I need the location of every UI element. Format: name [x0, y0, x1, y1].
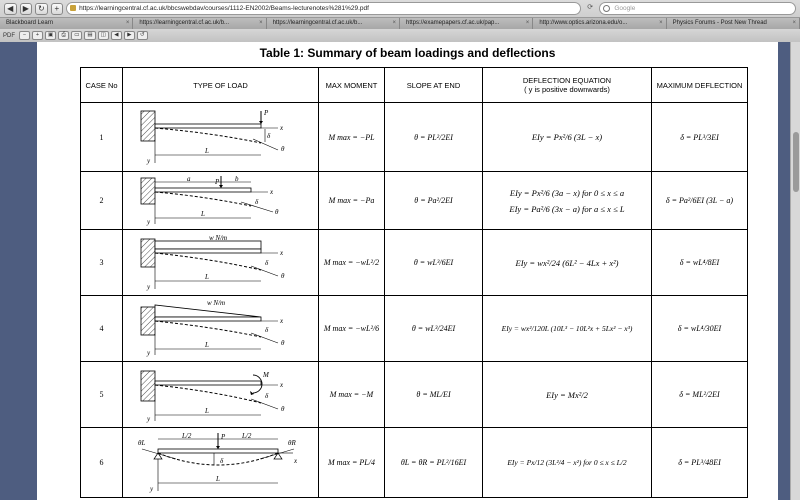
close-icon[interactable]: ×	[525, 20, 530, 26]
cantilever-intermediate-load-diagram	[133, 174, 309, 228]
label-M: M	[262, 370, 269, 379]
close-icon[interactable]: ×	[259, 20, 263, 26]
reader-icon[interactable]: ⟳	[587, 3, 594, 11]
max-deflection: δ = ML²/2EI	[652, 362, 748, 428]
deflection-equation	[483, 362, 652, 428]
beam-table	[80, 67, 748, 498]
single-page-icon[interactable]: ▭	[71, 31, 82, 40]
label-L: L	[204, 406, 209, 415]
case-number: 4	[81, 296, 123, 362]
header-moment: MAX MOMENT	[319, 68, 385, 103]
tab-1[interactable]	[0, 18, 133, 29]
label-x: x	[293, 456, 297, 465]
save-icon[interactable]: ▣	[45, 31, 56, 40]
forward-button[interactable]: ▶	[20, 3, 33, 15]
load-diagram	[123, 362, 319, 428]
table-row	[81, 428, 748, 498]
search-icon	[603, 5, 610, 12]
case-number: 5	[81, 362, 123, 428]
slope-at-end: θ = wL³/6EI	[385, 230, 483, 296]
next-page-button[interactable]: ▶	[124, 31, 135, 40]
equation-line: EIy = wx²/120L (10L³ − 10L²x + 5Lx² − x³)	[501, 324, 633, 333]
equation-line: EIy = Px²/6 (3a − x) for 0 ≤ x ≤ a	[509, 187, 625, 198]
vertical-scrollbar[interactable]	[790, 42, 800, 500]
print-icon[interactable]: ⎙	[58, 31, 69, 40]
deflection-equation	[483, 230, 652, 296]
label-x: x	[279, 316, 283, 325]
header-deflection	[483, 68, 652, 103]
slope-at-end: θ = wL³/24EI	[385, 296, 483, 362]
header-case: CASE No	[81, 68, 123, 103]
tab-label: Blackboard Learn	[6, 20, 54, 26]
max-deflection: δ = Pa²/6EI (3L − a)	[652, 172, 748, 230]
max-moment: M max = −Pa	[319, 172, 385, 230]
address-bar-row	[0, 0, 800, 17]
close-icon[interactable]: ×	[792, 20, 796, 26]
deflection-equation	[483, 103, 652, 172]
label-y: y	[146, 414, 150, 423]
cantilever-udl-diagram	[133, 233, 309, 293]
label-thetaL: θL	[137, 438, 145, 447]
deflection-equation	[483, 172, 652, 230]
load-diagram	[123, 172, 319, 230]
label-y: y	[146, 217, 150, 226]
equation-line: EIy = Mx²/2	[546, 389, 588, 400]
table-row	[81, 230, 748, 296]
max-deflection: δ = PL³/48EI	[652, 428, 748, 498]
label-P: P	[214, 177, 219, 186]
label-delta: δ	[254, 197, 258, 206]
max-deflection: δ = PL³/3EI	[652, 103, 748, 172]
load-diagram	[123, 428, 319, 498]
label-delta: δ	[264, 325, 268, 334]
tab-label: http://www.optics.arizona.edu/o...	[539, 20, 628, 26]
header-load: TYPE OF LOAD	[123, 68, 319, 103]
label-P: P	[220, 432, 225, 441]
equation-line: EIy = Px²/6 (3L − x)	[531, 132, 603, 142]
pdf-page	[37, 42, 778, 500]
max-moment: M max = −wL²/2	[319, 230, 385, 296]
facing-icon[interactable]: ◫	[98, 31, 109, 40]
slope-at-end: θ = Pa²/2EI	[385, 172, 483, 230]
back-button[interactable]: ◀	[4, 3, 17, 15]
tab-5[interactable]	[533, 18, 666, 29]
label-w: w N/m	[208, 233, 227, 242]
label-y: y	[146, 282, 150, 291]
address-text: https://learningcentral.cf.ac.uk/bbcswebdav/courses/1112-EN2002/Beams-lecturenotes%281%29.pdf	[79, 5, 369, 12]
cantilever-triangular-load-diagram	[133, 299, 309, 359]
label-P: P	[263, 109, 268, 117]
label-y: y	[146, 348, 150, 357]
pdf-label: PDF	[3, 32, 15, 39]
tab-3[interactable]	[267, 18, 400, 29]
case-number: 1	[81, 103, 123, 172]
scrollbar-thumb[interactable]	[793, 132, 799, 192]
label-L: L	[204, 272, 209, 281]
rotate-icon[interactable]: ↺	[137, 31, 148, 40]
label-L: L	[204, 340, 209, 349]
load-diagram	[123, 230, 319, 296]
tab-label: https://learningcentral.cf.ac.uk/b...	[272, 20, 363, 26]
cantilever-point-load-diagram	[133, 105, 309, 169]
table-row	[81, 362, 748, 428]
case-number: 3	[81, 230, 123, 296]
label-L: L	[215, 474, 220, 483]
header-slope: SLOPE AT END	[385, 68, 483, 103]
label-x: x	[279, 124, 283, 132]
search-placeholder: Google	[614, 5, 636, 12]
max-deflection: δ = wL⁴/30EI	[652, 296, 748, 362]
tab-4[interactable]	[400, 18, 533, 29]
reload-button[interactable]: ↻	[35, 3, 48, 15]
tab-6[interactable]	[667, 18, 800, 29]
deflection-equation	[483, 428, 652, 498]
table-row	[81, 103, 748, 172]
page-title: Table 1: Summary of beam loadings and deflections	[259, 46, 556, 60]
continuous-icon[interactable]: ▤	[84, 31, 95, 40]
label-theta: θ	[280, 271, 284, 280]
search-field[interactable]	[599, 2, 796, 15]
case-number: 2	[81, 172, 123, 230]
tab-bar	[0, 17, 800, 29]
close-icon[interactable]: ×	[392, 20, 396, 26]
load-diagram	[123, 296, 319, 362]
max-moment: M max = PL/4	[319, 428, 385, 498]
label-delta: δ	[264, 258, 268, 267]
label-x: x	[279, 248, 283, 257]
label-theta: θ	[274, 207, 278, 216]
label-delta: δ	[219, 456, 223, 465]
equation-line: EIy = Px/12 (3L²/4 − x²) for 0 ≤ x ≤ L/2	[507, 458, 627, 467]
zoom-out-button[interactable]: −	[19, 31, 30, 40]
tab-label: https://learningcentral.cf.ac.uk/b...	[139, 20, 230, 26]
pdf-viewer[interactable]	[0, 42, 800, 500]
label-y: y	[146, 157, 150, 165]
label-y: y	[149, 484, 153, 493]
label-L2-right: L/2	[241, 431, 251, 440]
slope-at-end: θ = PL²/2EI	[385, 103, 483, 172]
label-L2-left: L/2	[181, 431, 191, 440]
label-w: w N/m	[206, 298, 225, 307]
max-moment: M max = −wL²/6	[319, 296, 385, 362]
cantilever-end-moment-diagram	[133, 365, 309, 425]
slope-at-end: θ = ML/EI	[385, 362, 483, 428]
label-delta: δ	[264, 391, 268, 400]
label-b: b	[234, 174, 238, 183]
equation-line: EIy = wx²/24 (6L² − 4Lx + x²)	[515, 257, 619, 268]
close-icon[interactable]: ×	[659, 20, 663, 26]
address-field[interactable]	[66, 2, 581, 15]
lock-icon	[70, 5, 76, 11]
load-diagram	[123, 103, 319, 172]
label-theta: θ	[280, 338, 284, 347]
label-x: x	[279, 380, 283, 389]
header-deflection-note: ( y is positive downwards)	[524, 85, 610, 94]
deflection-equation	[483, 296, 652, 362]
tab-label: Physics Forums - Post New Thread	[672, 20, 767, 26]
simply-supported-center-load-diagram	[128, 431, 314, 495]
max-deflection: δ = wL⁴/8EI	[652, 230, 748, 296]
add-bookmark-button[interactable]: +	[51, 3, 64, 15]
slope-at-end: θL = θR = PL²/16EI	[385, 428, 483, 498]
max-moment: M max = −M	[319, 362, 385, 428]
zoom-in-button[interactable]: +	[32, 31, 43, 40]
label-a: a	[186, 174, 190, 183]
close-icon[interactable]: ×	[125, 20, 130, 26]
label-L: L	[204, 147, 209, 155]
browser-chrome	[0, 0, 800, 42]
label-theta: θ	[280, 404, 284, 413]
label-x: x	[269, 187, 273, 196]
label-delta: δ	[266, 132, 270, 140]
equation-line: EIy = Pa²/6 (3x − a) for a ≤ x ≤ L	[509, 203, 625, 214]
tab-2[interactable]	[133, 18, 266, 29]
header-max-deflection: MAXIMUM DEFLECTION	[652, 68, 748, 103]
label-thetaR: θR	[287, 438, 296, 447]
label-theta: θ	[280, 145, 284, 153]
tab-label: https://examepapers.cf.ac.uk/pap...	[405, 20, 500, 26]
table-header-row	[81, 68, 748, 103]
prev-page-button[interactable]: ◀	[111, 31, 122, 40]
label-L: L	[200, 209, 205, 218]
max-moment: M max = −PL	[319, 103, 385, 172]
table-row	[81, 296, 748, 362]
table-row	[81, 172, 748, 230]
header-deflection-title: DEFLECTION EQUATION	[522, 76, 612, 85]
case-number: 6	[81, 428, 123, 498]
pdf-toolbar	[0, 29, 800, 42]
